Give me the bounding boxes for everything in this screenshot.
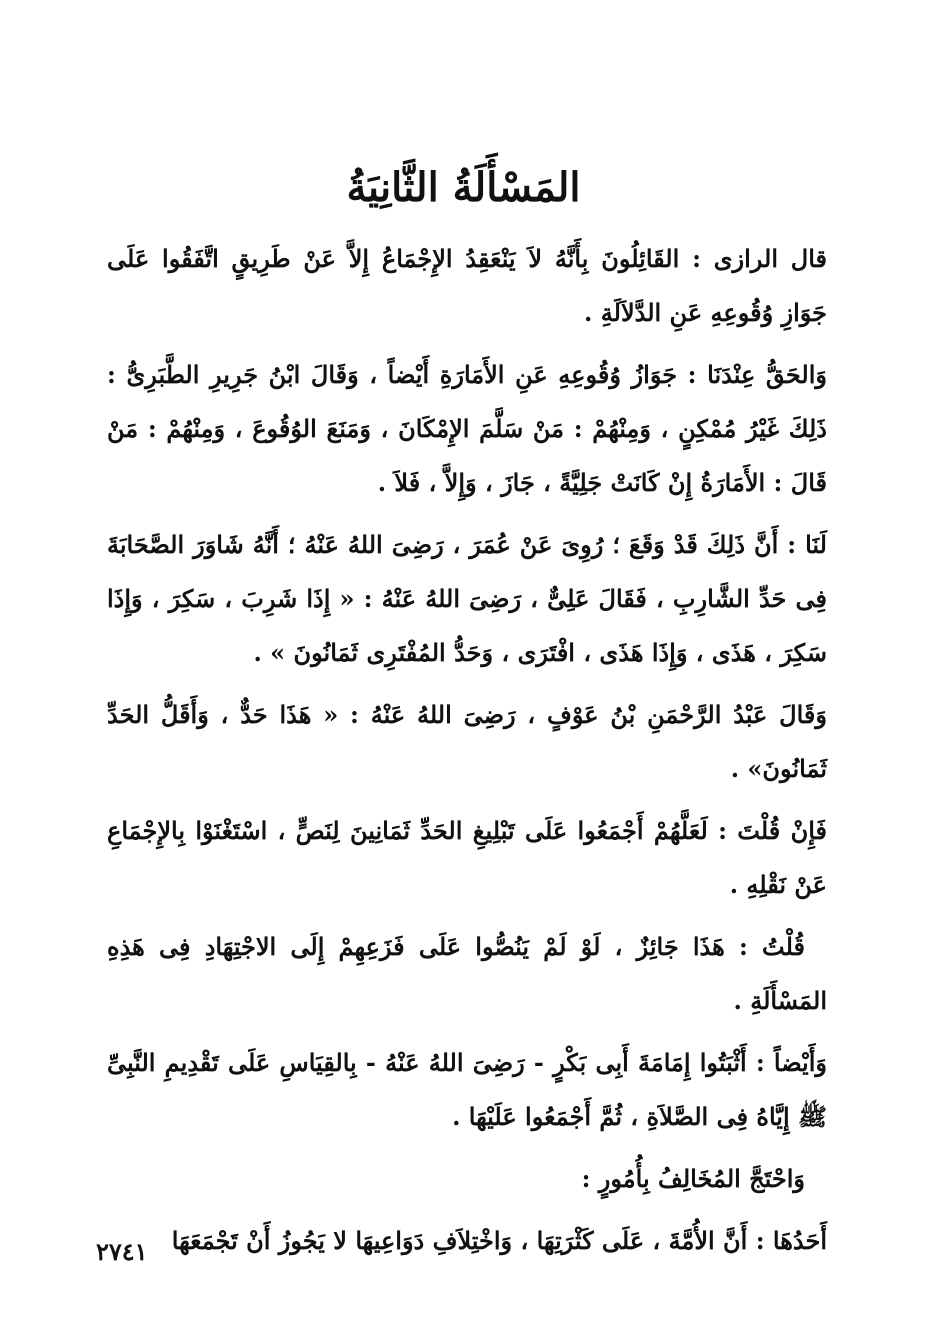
paragraph-opponent-arguments: وَاحْتَجَّ المُخَالِفُ بِأُمُورٍ : <box>581 1164 805 1193</box>
section-title: المَسْأَلَةُ الثَّانِيَةُ <box>346 164 581 211</box>
paragraph-abu-bakr: وَأَيْضاً : أَثْبَتُوا إِمَامَةَ أَبِى بَكْرٍ - رَضِىَ اللهُ عَنْهُ - بِالقِيَاسِ عَلَى تَقْدِيمِ النَّبِىِّ ﷺ إِيَّاهُ فِى الصَّلاَةِ ، ثُمَّ أَجْمَعُوا عَلَيْهَا . <box>107 1048 827 1131</box>
paragraph-objection: فَإِنْ قُلْتَ : لَعَلَّهُمْ أَجْمَعُوا عَلَى تَبْلِيغِ الحَدِّ ثَمَانِينَ لِنَصٍّ ، اسْتَغْنَوْا بِالإِجْمَاعِ عَنْ نَقْلِهِ . <box>107 816 827 899</box>
paragraph-truth-opinion: وَالحَقُّ عِنْدَنَا : جَوَازُ وُقُوعِهِ عَنِ الأَمَارَةِ أَيْضاً ، وَقَالَ ابْنُ جَرِيرِ الطَّبَرِىُّ : ذَلِكَ غَيْرُ مُمْكِنٍ ، وَمِنْهُمْ : مَنْ سَلَّمَ الإِمْكَانَ ، وَمَنَعَ الوُقُوعَ ، وَمِنْهُمْ : مَنْ قَالَ : الأَمَارَةُ إِنْ كَانَتْ جَلِيَّةً ، جَازَ ، وَإِلاَّ ، فَلاَ . <box>107 360 827 497</box>
body-text <box>107 232 827 1276</box>
paragraph-evidence-umar: لَنَا : أَنَّ ذَلِكَ قَدْ وَقَعَ ؛ رُوِىَ عَنْ عُمَرَ ، رَضِىَ اللهُ عَنْهُ ؛ أَنَّهُ شَاوَرَ الصَّحَابَةَ فِى حَدِّ الشَّارِبِ ، فَقَالَ عَلِىٌّ ، رَضِىَ اللهُ عَنْهُ : « إِذَا شَرِبَ ، سَكِرَ ، وَإِذَا سَكِرَ ، هَذَى ، وَإِذَا هَذَى ، افْتَرَى ، وَحَدُّ المُفْتَرِى ثَمَانُونَ » . <box>107 530 827 667</box>
paragraph-first-argument: أَحَدُهَا : أَنَّ الأُمَّةَ ، عَلَى كَثْرَتِهَا ، وَاخْتِلاَفِ دَوَاعِيهَا لا يَجُوزُ أَنْ تَجْمَعَهَا <box>171 1226 827 1255</box>
paragraph-abdulrahman: وَقَالَ عَبْدُ الرَّحْمَنِ بْنُ عَوْفٍ ، رَضِىَ اللهُ عَنْهُ : « هَذَا حَدٌّ ، وَأَقَلُّ الحَدِّ ثَمَانُونَ» . <box>107 700 827 783</box>
paragraph-razi-statement: قال الرازى : القَائِلُونَ بِأَنَّهُ لاَ يَنْعَقِدُ الإِجْمَاعُ إِلاَّ عَنْ طَرِيقٍ اتَّفَقُوا عَلَى جَوَازِ وُقُوعِهِ عَنِ الدَّلاَلَةِ . <box>107 244 827 327</box>
page-number: ٢٧٤١ <box>96 1237 148 1266</box>
paragraph-reply: قُلْتُ : هَذَا جَائِزٌ ، لَوْ لَمْ يَنُصُّوا عَلَى فَزَعِهِمْ إِلَى الاجْتِهَادِ فِى هَذِهِ المَسْأَلَةِ . <box>107 932 827 1015</box>
